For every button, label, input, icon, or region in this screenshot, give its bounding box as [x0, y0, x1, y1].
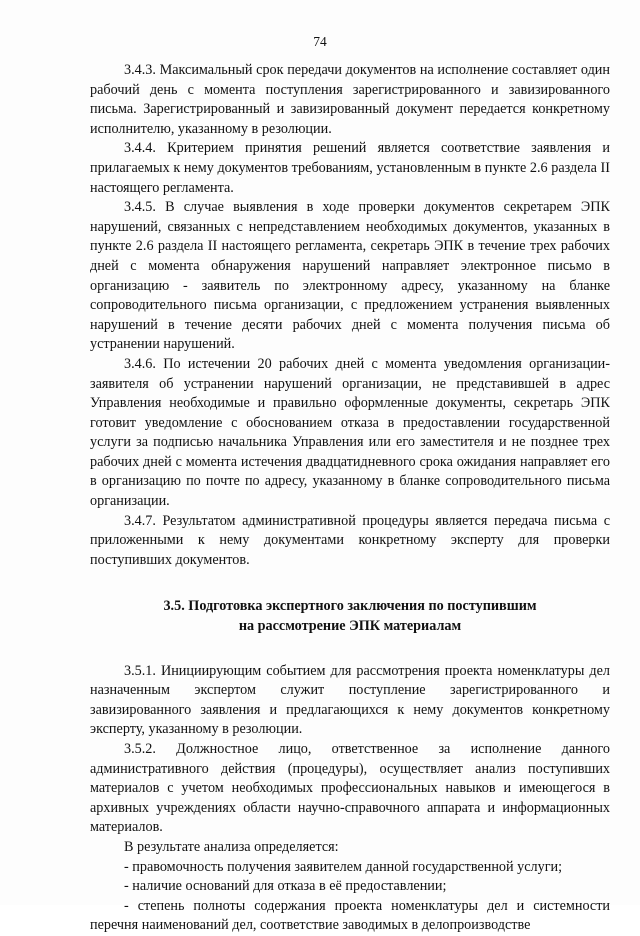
- paragraph-3-5-2: 3.5.2. Должностное лицо, ответственное за исполнение данного административного действия (процедуры), осуществляет анализ поступивших материалов с учетом необходимых профессиональных навыков и имеющегося в архивных учреждениях области научно-справочного аппарата и информационных материалов.: [90, 741, 610, 836]
- section-heading-line-1: 3.5. Подготовка экспертного заключения по поступившим: [163, 598, 537, 615]
- page-number: 74: [313, 34, 327, 49]
- analysis-item-refusal-grounds: - наличие оснований для отказа в её предоставлении;: [124, 878, 447, 895]
- paragraph-3-4-4: 3.4.4. Критерием принятия решений является соответствие заявления и прилагаемых к нему документов требованиям, установленным в пункте 2.6 раздела II настоящего регламента.: [90, 140, 610, 196]
- analysis-item-completeness: - степень полноты содержания проекта номенклатуры дел и системности перечня наименований дел, соответствие заводимых в делопроизводстве: [90, 897, 610, 934]
- paragraph-3-4-3: 3.4.3. Максимальный срок передачи документов на исполнение составляет один рабочий день с момента поступления зарегистрированного и завизированного письма. Зарегистрированный и завизированный документ передается конкретному исполнителю, указанному в резолюции.: [90, 62, 610, 137]
- paragraph-3-4-5: 3.4.5. В случае выявления в ходе проверки документов секретарем ЭПК нарушений, связанных с непредставлением необходимых документов, указанных в пункте 2.6 раздела II настоящего регламента, секретарь ЭПК в течение трех рабочих дней с момента обнаружения нарушений направляет электронное письмо в организацию - заявитель по электронному адресу, указанному на бланке сопроводительного письма организации, с предложением устранения выявленных нарушений в течение десяти рабочих дней с момента получения письма об устранении нарушений.: [90, 199, 610, 353]
- paragraph-3-4-6: 3.4.6. По истечении 20 рабочих дней с момента уведомления организации-заявителя об устранении нарушений организации, не представившей в адрес Управления необходимые и правильно оформленные документы, секретарь ЭПК готовит уведомление с обоснованием отказа в предоставлении государственной услуги за подписью начальника Управления или его заместителя и не позднее трех рабочих дней с момента истечения двадцатидневного срока ожидания направляет его в организацию по почте по адресу, указанному в бланке сопроводительного письма организации.: [90, 355, 610, 510]
- analysis-item-eligibility: - правомочность получения заявителем данной государственной услуги;: [124, 858, 563, 875]
- paragraph-3-5-1: 3.5.1. Инициирующим событием для рассмотрения проекта номенклатуры дел назначенным экспертом служит поступление зарегистрированного и завизированного заявления и предлагающихся к нему документов конкретному эксперту, указанному в резолюции.: [90, 662, 610, 738]
- paragraph-3-4-7: 3.4.7. Результатом административной процедуры является передача письма с приложенными к нему документами конкретному эксперту для проверки поступивших документов.: [90, 512, 610, 568]
- section-heading-line-2: на рассмотрение ЭПК материалам: [238, 618, 462, 635]
- analysis-intro: В результате анализа определяется:: [124, 838, 339, 855]
- document-body: [90, 61, 610, 936]
- section-heading-3-5: [90, 597, 610, 636]
